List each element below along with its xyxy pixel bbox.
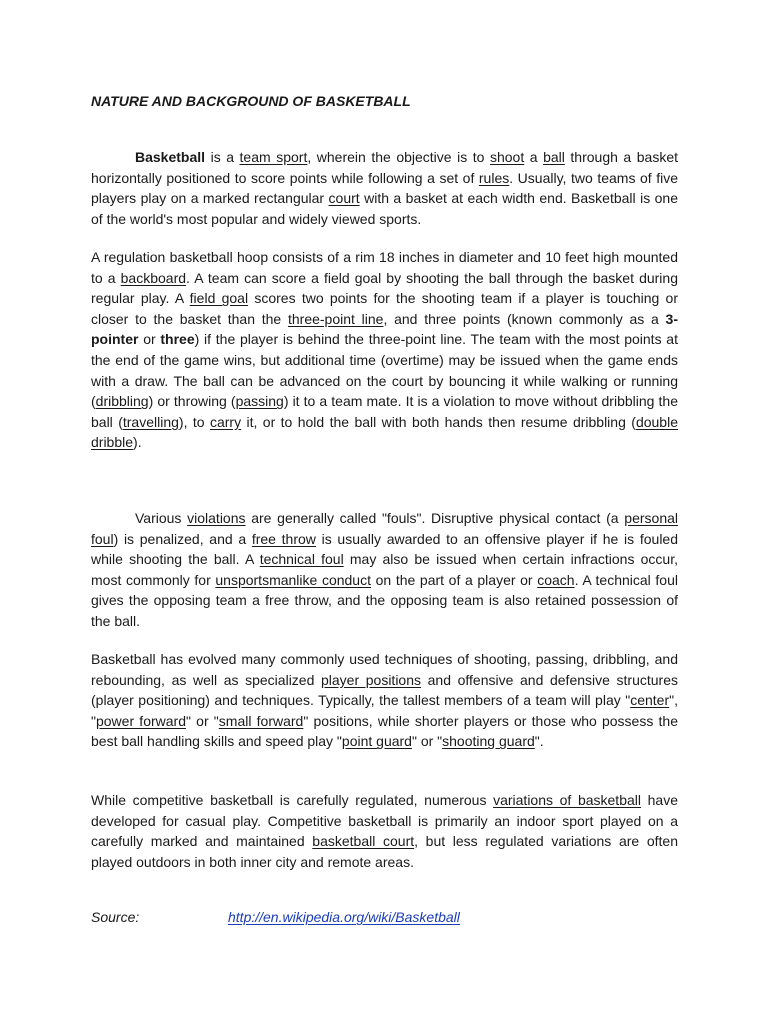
- paragraph-fouls: [91, 508, 678, 632]
- link-double-dribble[interactable]: double dribble: [91, 413, 678, 451]
- text: a: [524, 149, 544, 165]
- link-rules[interactable]: rules: [478, 169, 510, 186]
- text: have developed for casual play. Competitive basketball is primarily an indoor sport played on a carefully marked and maintained: [91, 792, 678, 850]
- link-ball[interactable]: ball: [543, 149, 565, 165]
- link-small-forward[interactable]: small forward: [218, 712, 304, 729]
- text: A regulation basketball hoop consists of a rim 18 inches in diameter and 10 feet high mounted to a: [91, 249, 678, 286]
- text: ) it to a team mate. It is a violation to move without dribbling the ball (: [91, 393, 678, 430]
- bold-term: 3-pointer: [91, 310, 678, 348]
- text: may also be issued when certain infractions occur, most commonly for: [91, 551, 678, 588]
- paragraph-positions: [91, 649, 678, 752]
- text: are generally called "fouls". Disruptive physical contact (a: [245, 510, 625, 526]
- link-team-sport[interactable]: team sport: [239, 149, 308, 165]
- link-technical-foul[interactable]: technical foul: [259, 551, 344, 568]
- text: on the part of a player or: [370, 571, 538, 588]
- bold-term: three: [160, 331, 195, 348]
- text: or: [138, 331, 161, 348]
- text: and offensive and defensive structures (player positioning) and techniques. Typically, the tallest members of a team will play ": [91, 671, 678, 709]
- link-travelling[interactable]: travelling: [122, 413, 179, 430]
- page-title: NATURE AND BACKGROUND OF BASKETBALL: [91, 93, 411, 109]
- text: Various: [135, 510, 188, 526]
- link-personal-foul[interactable]: personal foul: [91, 510, 678, 547]
- text: While competitive basketball is carefully regulated, numerous: [91, 792, 494, 808]
- link-shoot[interactable]: shoot: [489, 149, 525, 165]
- paragraph-rules: [91, 247, 678, 453]
- source-link[interactable]: http://en.wikipedia.org/wiki/Basketball: [228, 909, 460, 925]
- link-point-guard[interactable]: point guard: [341, 733, 412, 750]
- link-coach[interactable]: coach: [537, 571, 575, 588]
- text: ", ": [91, 692, 678, 729]
- text: . Usually, two teams of five players play on a marked rectangular: [91, 169, 678, 207]
- text: " or ": [186, 712, 219, 729]
- link-basketball-court[interactable]: basketball court: [312, 833, 415, 850]
- bold-term: Basketball: [135, 149, 206, 165]
- link-three-point-line[interactable]: three-point line: [287, 310, 384, 327]
- text: is usually awarded to an offensive player if he is fouled while shooting the ball. A: [91, 530, 678, 568]
- link-violations[interactable]: violations: [187, 510, 246, 526]
- link-carry[interactable]: carry: [209, 413, 242, 430]
- text: Basketball has evolved many commonly used techniques of shooting, passing, dribbling, and rebounding, as well as specialized: [91, 651, 678, 688]
- link-variations-of-basketball[interactable]: variations of basketball: [493, 792, 641, 808]
- link-player-positions[interactable]: player positions: [321, 671, 422, 688]
- text: it, or to hold the ball with both hands then resume dribbling (: [241, 413, 636, 430]
- link-field-goal[interactable]: field goal: [189, 290, 249, 307]
- link-backboard[interactable]: backboard: [120, 269, 187, 286]
- link-free-throw[interactable]: free throw: [251, 530, 316, 547]
- link-court[interactable]: court: [328, 190, 360, 207]
- link-dribbling[interactable]: dribbling: [95, 393, 149, 410]
- text: ).: [133, 434, 142, 451]
- text: scores two points for the shooting team if a player is touching or closer to the basket than the: [91, 290, 678, 327]
- text: is a: [205, 149, 240, 165]
- text: " positions, while shorter players or those who possess the best ball handling skills and speed play ": [91, 712, 678, 750]
- link-center[interactable]: center: [630, 692, 670, 709]
- text: with a basket at each width end. Basketball is one of the world's most popular and widely viewed sports.: [91, 190, 678, 227]
- paragraph-variations: [91, 790, 678, 872]
- text: ".: [534, 733, 544, 750]
- link-shooting-guard[interactable]: shooting guard: [442, 733, 535, 750]
- text: . A technical foul gives the opposing team a free throw, and the opposing team is also retained possession of the ball.: [91, 571, 678, 629]
- link-passing[interactable]: passing: [235, 393, 284, 410]
- text: , but less regulated variations are often played outdoors in both inner city and remote areas.: [91, 833, 678, 870]
- text: . A team can score a field goal by shooting the ball through the basket during regular play. A: [91, 269, 678, 307]
- text: " or ": [411, 733, 443, 750]
- source-label: Source:: [91, 909, 140, 925]
- text: ) is penalized, and a: [113, 530, 252, 547]
- paragraph-intro: [91, 147, 678, 229]
- text: , wherein the objective is to: [307, 149, 490, 165]
- text: ) or throwing (: [148, 393, 236, 410]
- link-power-forward[interactable]: power forward: [95, 712, 186, 729]
- text: through a basket horizontally positioned to score points while following a set of: [91, 149, 678, 186]
- link-unsportsmanlike-conduct[interactable]: unsportsmanlike conduct: [215, 571, 371, 588]
- text: ), to: [178, 413, 210, 430]
- text: , and three points (known commonly as a: [383, 310, 666, 327]
- text: ) if the player is behind the three-point line. The team with the most points at the end of the game wins, but additional time (overtime) may be issued when the game ends with a draw. The ball can be advanced on the court by bouncing it while walking or running (: [91, 331, 678, 410]
